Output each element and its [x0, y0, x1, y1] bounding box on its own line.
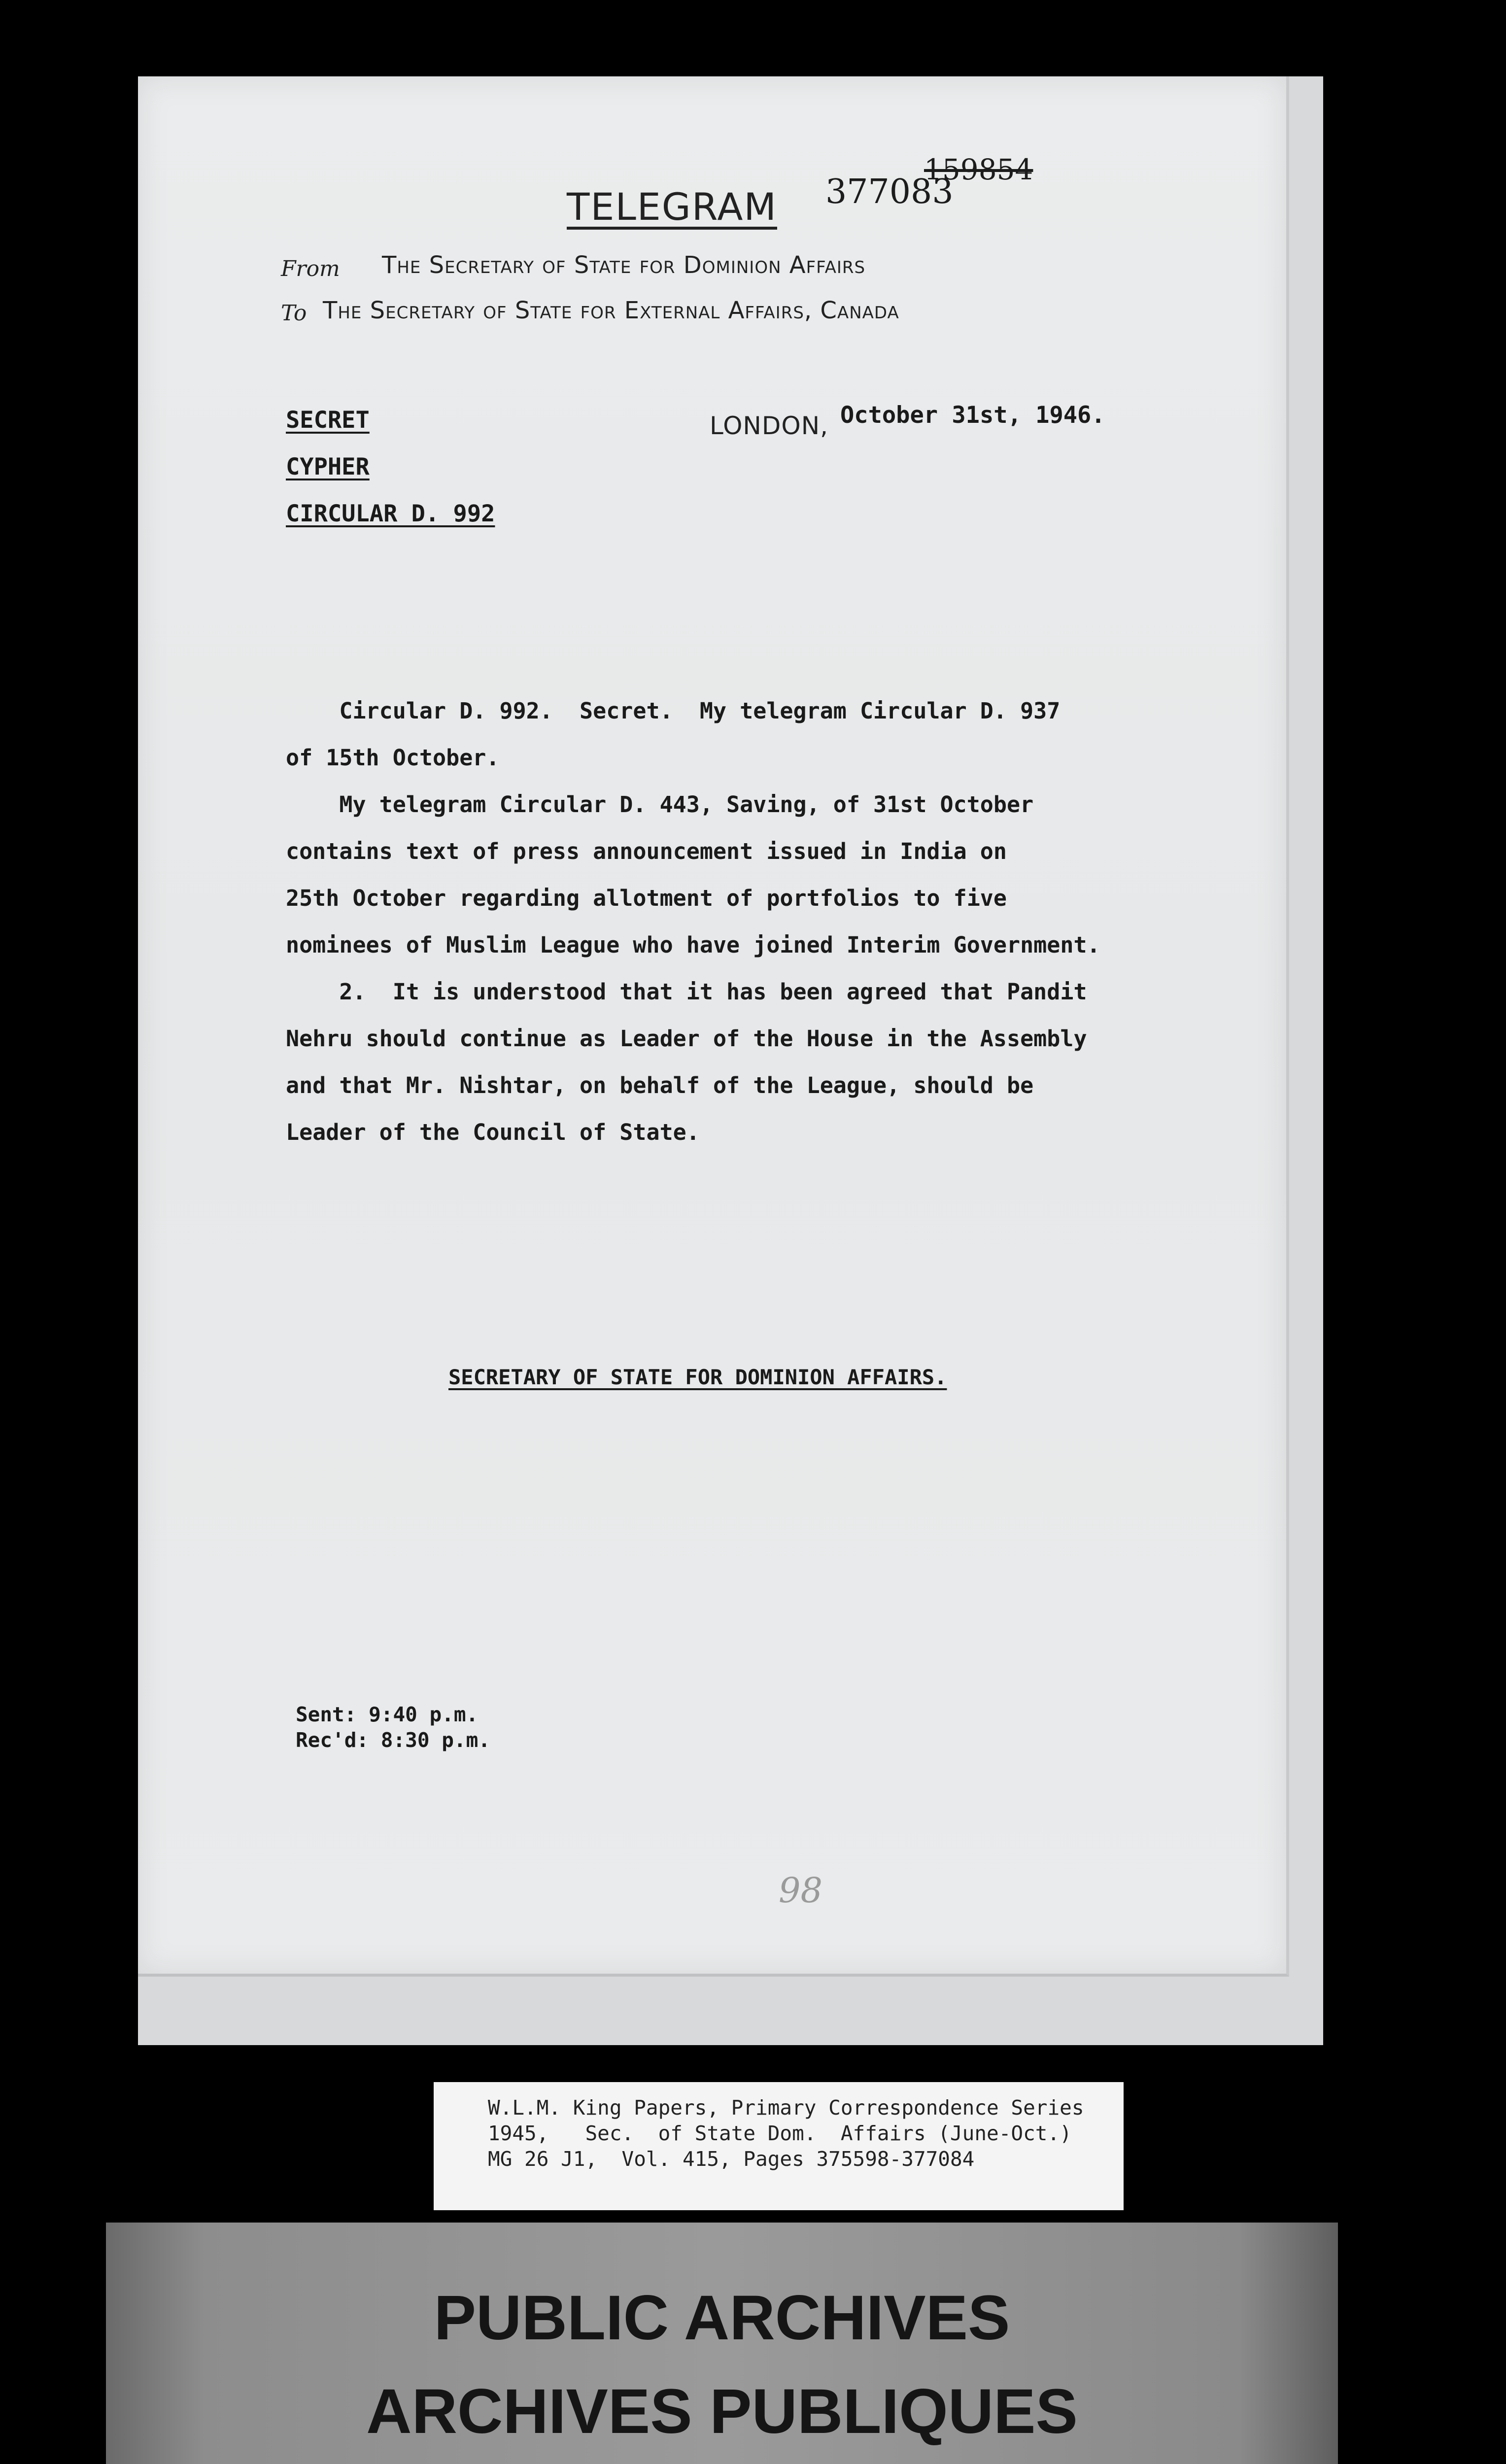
stamp-line-english: PUBLIC ARCHIVES — [434, 2283, 1010, 2353]
to-label: To — [281, 301, 307, 326]
classification-circular: CIRCULAR D. 992 — [286, 500, 495, 527]
signature: SECRETARY OF STATE FOR DOMINION AFFAIRS. — [448, 1365, 947, 1389]
archive-credit-label — [434, 2082, 1124, 2210]
classification-secret: SECRET — [286, 407, 370, 434]
place-london: LONDON, — [710, 411, 828, 440]
telegram-sheet — [138, 76, 1289, 1977]
body-line: My telegram Circular D. 443, Saving, of 31st October — [286, 791, 1034, 818]
telegram-date: October 31st, 1946. — [840, 402, 1105, 429]
received-time: Rec'd: 8:30 p.m. — [296, 1728, 490, 1752]
body-line: nominees of Muslim League who have joined Interim Government. — [286, 932, 1100, 958]
body-line: Leader of the Council of State. — [286, 1119, 700, 1145]
body-line: and that Mr. Nishtar, on behalf of the League, should be — [286, 1072, 1034, 1098]
document-page — [138, 76, 1323, 2045]
from-label: From — [281, 256, 340, 281]
credit-line: MG 26 J1, Vol. 415, Pages 375598-377084 — [488, 2147, 975, 2171]
body-line: Circular D. 992. Secret. My telegram Circular D. 937 — [286, 698, 1061, 724]
body-line: 25th October regarding allotment of portfolios to five — [286, 885, 1007, 911]
body-line: Nehru should continue as Leader of the House in the Assembly — [286, 1026, 1087, 1052]
body-line: contains text of press announcement issued in India on — [286, 838, 1007, 864]
pencil-mark: 98 — [779, 1870, 823, 1911]
from-value: The Secretary of State for Dominion Affairs — [382, 251, 866, 279]
struck-document-number: 159854 — [924, 153, 1033, 186]
body-line: of 15th October. — [286, 745, 500, 771]
classification-cypher: CYPHER — [286, 453, 370, 480]
document-number: 377083 — [825, 172, 954, 211]
body-line: 2. It is understood that it has been agreed that Pandit — [286, 979, 1087, 1005]
archive-stamp — [106, 2223, 1338, 2464]
to-value: The Secretary of State for External Affairs, Canada — [323, 297, 899, 324]
telegram-body — [286, 687, 1222, 1156]
sent-time: Sent: 9:40 p.m. — [296, 1703, 479, 1726]
telegram-title: TELEGRAM — [567, 185, 777, 229]
credit-line: W.L.M. King Papers, Primary Correspondence Series — [488, 2096, 1084, 2120]
stamp-line-french: ARCHIVES PUBLIQUES — [366, 2376, 1078, 2447]
credit-line: 1945, Sec. of State Dom. Affairs (June-Oct.) — [488, 2122, 1072, 2145]
